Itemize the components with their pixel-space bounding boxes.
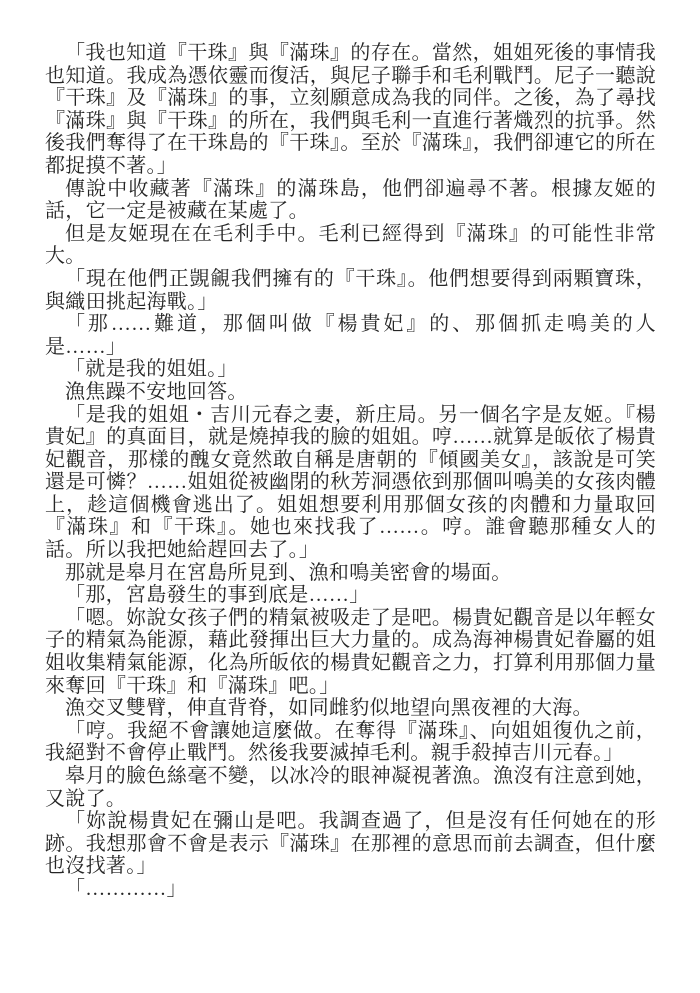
paragraph: 漁交叉雙臂，伸直背脊，如同雌豹似地望向黑夜裡的大海。 [65, 697, 593, 720]
paragraph: 「現在他們正覬覦我們擁有的『干珠』。他們想要得到兩顆寶珠，與織田挑起海戰。」 [45, 267, 656, 313]
paragraph: 「嗯。妳說女孩子們的精氣被吸走了是吧。楊貴妃觀音是以年輕女子的精氣為能源，藉此發揮出巨大力量的。成為海神楊貴妃眷屬的姐姐收集精氣能源，化為所皈依的楊貴妃觀音之力，打算利用那個力量來奪回『干珠』和『滿珠』吧。」 [45, 606, 656, 697]
paragraph: 「哼。我絕不會讓她這麼做。在奪得『滿珠』、向姐姐復仇之前，我絕對不會停止戰鬥。然後我要滅掉毛利。親手殺掉吉川元春。」 [45, 719, 656, 765]
paragraph: 傳說中收藏著『滿珠』的滿珠島，他們卻遍尋不著。根據友姬的話，它一定是被藏在某處了。 [45, 177, 656, 223]
paragraph: 「…………」 [65, 877, 187, 900]
paragraph: 漁焦躁不安地回答。 [65, 380, 248, 403]
paragraph: 「那……難道，那個叫做『楊貴妃』的、那個抓走鳴美的人是……」 [45, 313, 656, 358]
paragraph: 「就是我的姐姐。」 [65, 358, 238, 381]
paragraph: 但是友姬現在在毛利手中。毛利已經得到『滿珠』的可能性非常大。 [45, 222, 656, 268]
paragraph: 皋月的臉色絲毫不變，以冰冷的眼神凝視著漁。漁沒有注意到她，又說了。 [45, 765, 656, 810]
paragraph: 「妳說楊貴妃在彌山是吧。我調查過了，但是沒有任何她在的形跡。我想那會不會是表示『滿珠』在那裡的意思而前去調查，但什麼也沒找著。」 [45, 810, 656, 878]
paragraph: 那就是皋月在宮島所見到、漁和鳴美密會的場面。 [65, 561, 512, 584]
paragraph: 「那，宮島發生的事到底是……」 [65, 584, 370, 607]
paragraph: 「我也知道『干珠』與『滿珠』的存在。當然，姐姐死後的事情我也知道。我成為憑依靈而復活，與尼子聯手和毛利戰鬥。尼子一聽說『干珠』及『滿珠』的事，立刻願意成為我的同伴。之後，為了尋找『滿珠』與『干珠』的所在，我們與毛利一直進行著熾烈的抗爭。然後我們奪得了在干珠島的『干珠』。至於『滿珠』，我們卻連它的所在都捉摸不著。」 [45, 42, 656, 177]
paragraph: 「是我的姐姐・吉川元春之妻，新庄局。另一個名字是友姬。『楊貴妃』的真面目，就是燒掉我的臉的姐姐。哼……就算是皈依了楊貴妃觀音，那樣的醜女竟然敢自稱是唐朝的『傾國美女』，該說是可笑還是可憐？……姐姐從被幽閉的秋芳洞憑依到那個叫鳴美的女孩肉體上，趁這個機會逃出了。姐姐想要利用那個女孩的肉體和力量取回『滿珠』和『干珠』。她也來找我了……。哼。誰會聽那種女人的話。所以我把她給趕回去了。」 [45, 403, 656, 562]
